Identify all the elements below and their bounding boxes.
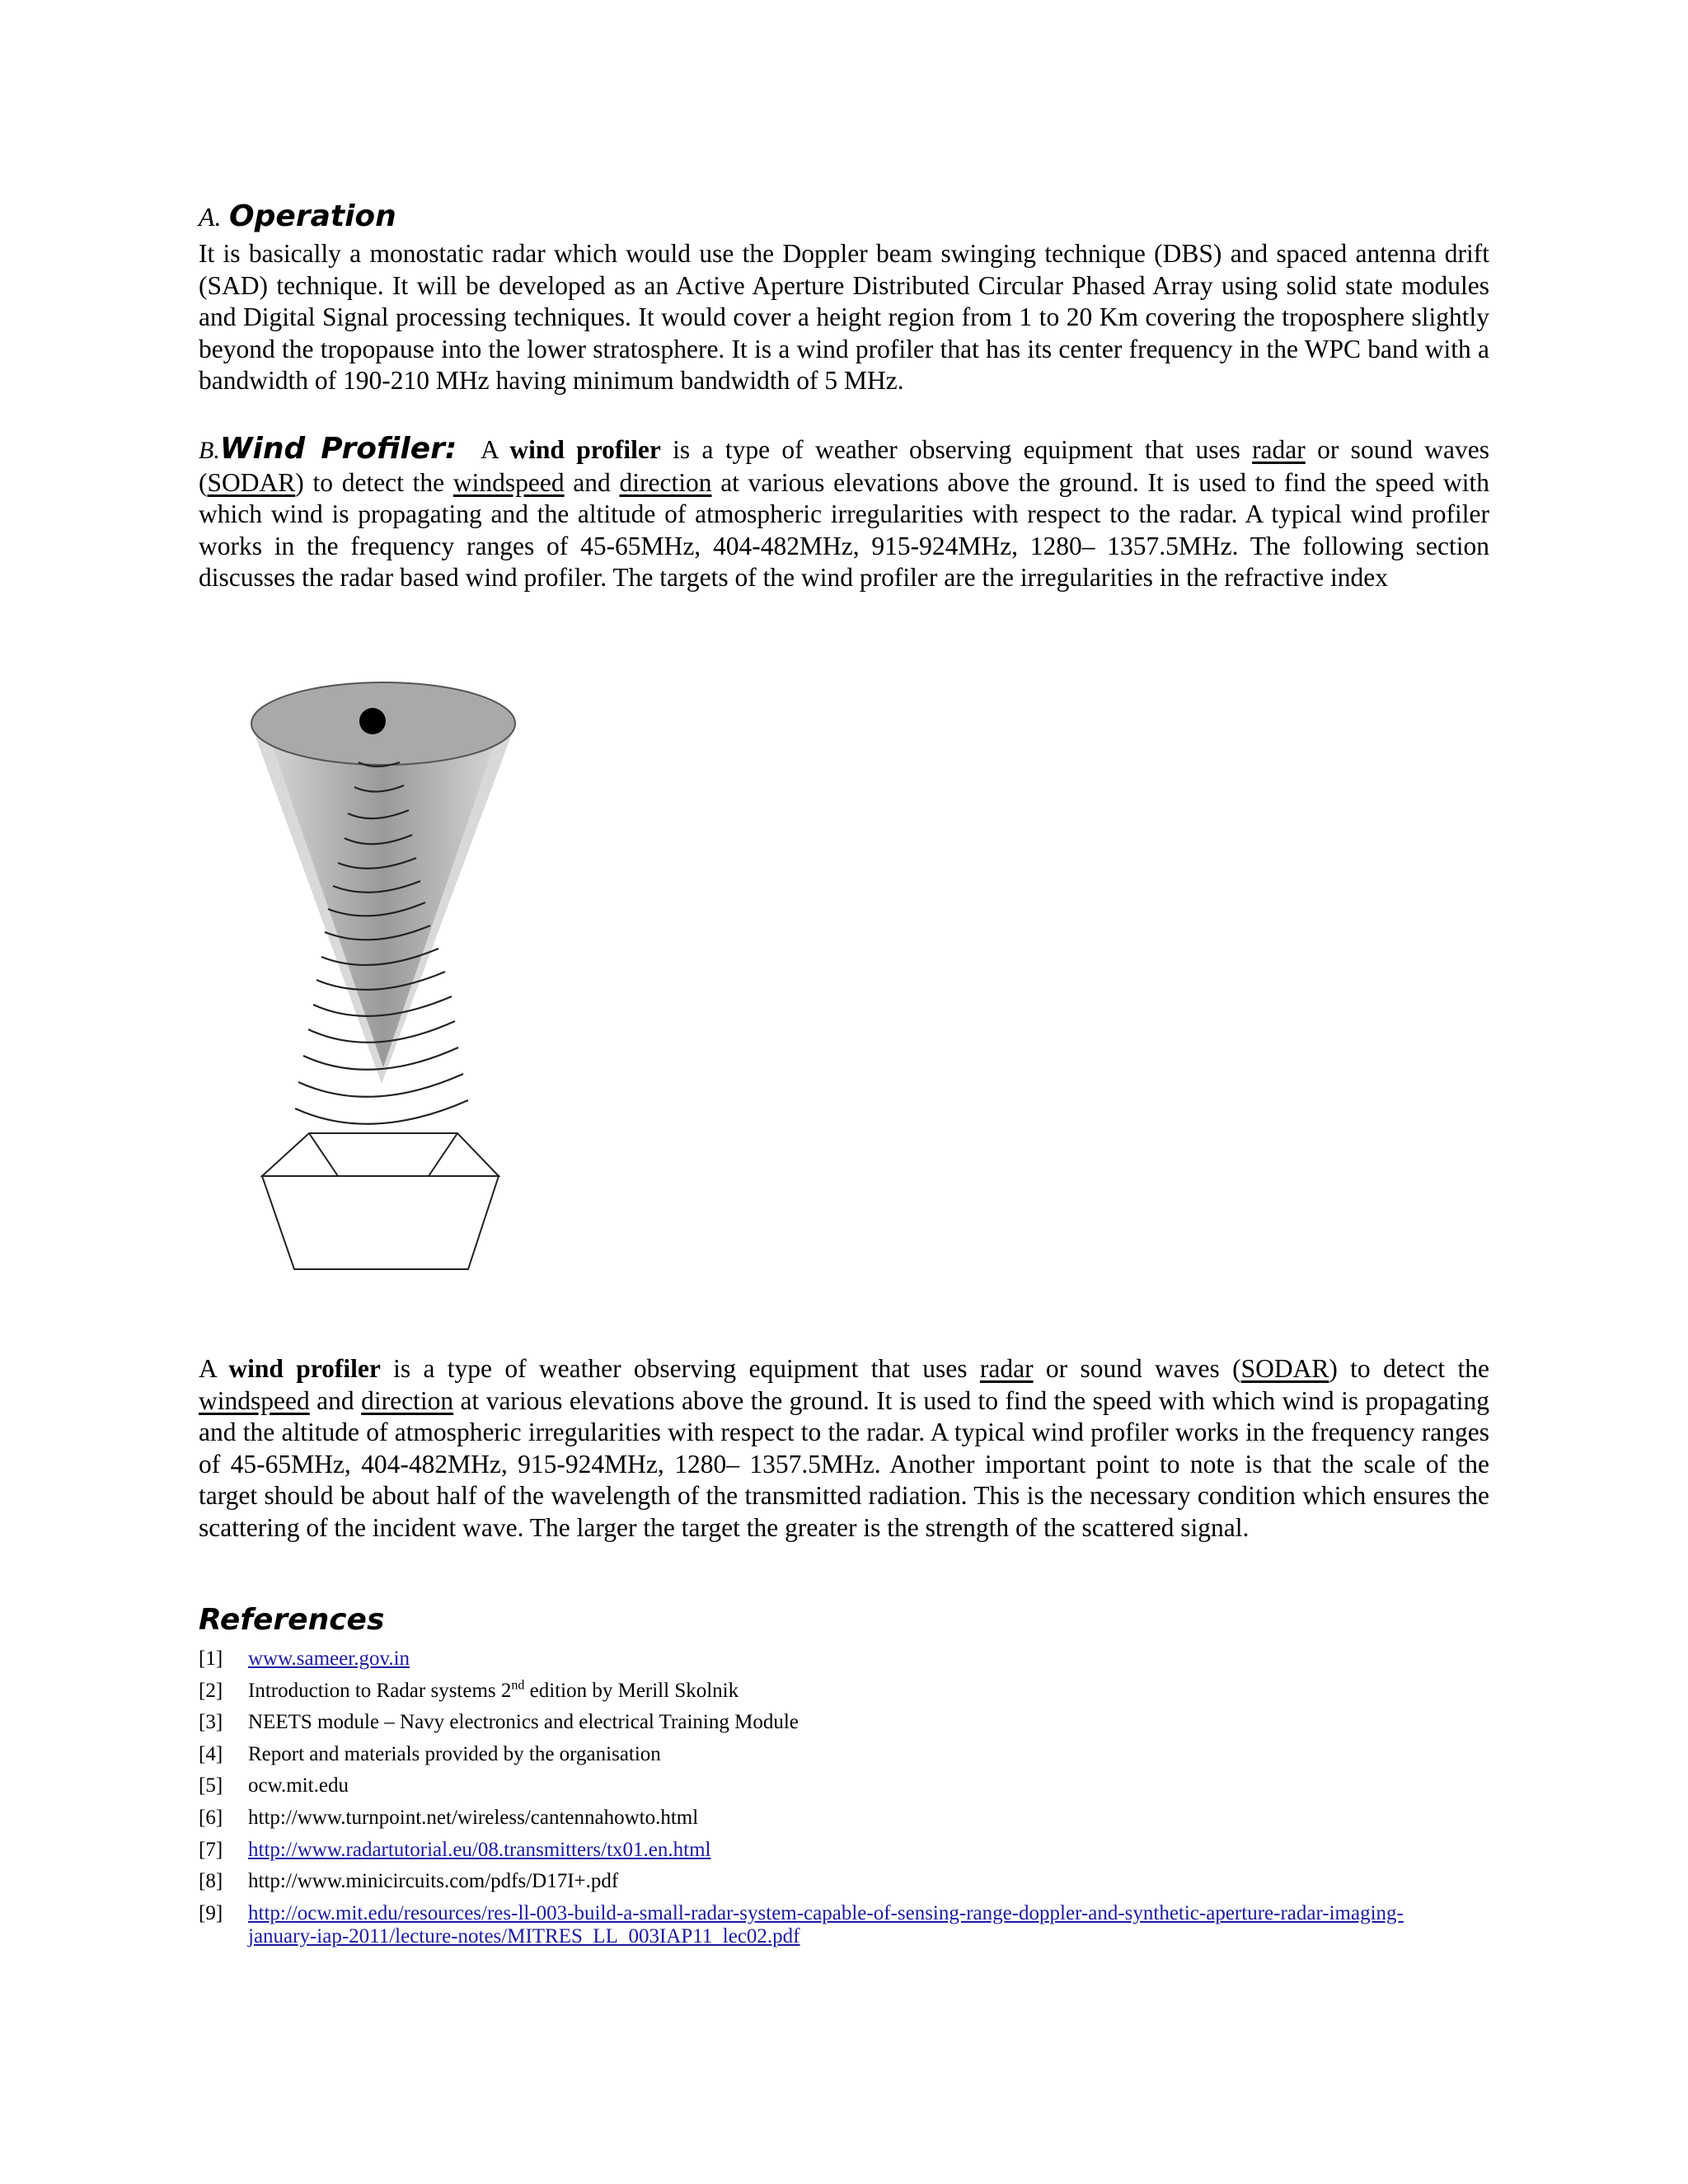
- text-run: or sound waves (: [199, 435, 1489, 497]
- link-radar[interactable]: radar: [979, 1354, 1034, 1383]
- reference-number: [9]: [199, 1901, 223, 1924]
- text-run: ) to detect the: [1329, 1354, 1489, 1383]
- link-sodar[interactable]: SODAR: [207, 467, 296, 497]
- section-a-paragraph: It is basically a monostatic radar which would use the Doppler beam swinging technique (DBS) and spaced antenna drift (SAD) technique. It will be developed as an Active Aperture Distributed Circular Phased Array using solid state modules and Digital Signal processing techniques. It would cover a height region from 1 to 20 Km covering the troposphere slightly beyond the tropopause into the lower stratosphere. It is a wind profiler that has its center frequency in the WPC band with a bandwidth of 190-210 MHz having minimum bandwidth of 5 MHz.: [199, 239, 1489, 396]
- link-direction[interactable]: direction: [619, 467, 712, 497]
- reference-number: [2]: [199, 1679, 223, 1702]
- section-b-heading: [199, 432, 457, 466]
- text-run: at various elevations above the ground. It is used to find the speed with which wind is propagating and the altitude of atmospheric irregularities with respect to the radar. A typical wind profiler works in the frequency ranges of 45-65MHz, 404-482MHz, 915-924MHz, 1280– 1357.5MHz. The following section discusses the radar based wind profiler. The targets of the wind profiler are the irregularities in the refractive index: [199, 467, 1490, 593]
- reference-text: http://www.turnpoint.net/wireless/cantennahowto.html: [248, 1806, 699, 1829]
- link-sodar[interactable]: SODAR: [1240, 1354, 1329, 1383]
- bold-term: wind profiler: [228, 1354, 381, 1383]
- reference-number: [4]: [199, 1742, 223, 1765]
- reference-link[interactable]: [248, 1898, 1489, 1948]
- section-b-paragraph: [199, 434, 1489, 594]
- reference-text: http://www.minicircuits.com/pdfs/D17I+.pdf: [248, 1870, 619, 1893]
- section-operation: [199, 196, 1489, 397]
- reference-link-line: http://ocw.mit.edu/resources/res-ll-003-build-a-small-radar-system-capable-of-sensing-range-doppler-and-synthetic-aperture-radar-imaging-: [248, 1901, 1404, 1924]
- references-title: References: [199, 1603, 385, 1637]
- section-a-title: Operation: [229, 199, 396, 233]
- link-windspeed[interactable]: windspeed: [199, 1385, 310, 1415]
- reference-number: [5]: [199, 1774, 223, 1797]
- reference-item: [199, 1802, 1489, 1835]
- text-run: A: [480, 435, 510, 464]
- text-run: is a type of weather observing equipment that uses: [660, 435, 1253, 464]
- reference-item: [199, 1835, 1489, 1867]
- text-run: ) to detect the: [295, 467, 453, 497]
- reference-link[interactable]: http://www.radartutorial.eu/08.transmitters/tx01.en.html: [248, 1838, 711, 1861]
- link-windspeed[interactable]: windspeed: [452, 467, 565, 497]
- reference-text: Report and materials provided by the organisation: [248, 1742, 661, 1765]
- reference-link-line: january-iap-2011/lecture-notes/MITRES_LL_003IAP11_lec02.pdf: [248, 1924, 800, 1947]
- reference-number: [8]: [199, 1870, 223, 1893]
- references-list: [199, 1643, 1489, 1948]
- text-run: is a type of weather observing equipment that uses: [380, 1354, 980, 1383]
- reference-item: [199, 1643, 1489, 1675]
- references-section: [199, 1603, 1489, 1948]
- reference-number: [7]: [199, 1838, 223, 1861]
- reference-number: [6]: [199, 1806, 223, 1829]
- section-a-heading: [199, 196, 1489, 237]
- reference-item: [199, 1898, 1489, 1948]
- reference-text: edition by Merill Skolnik: [524, 1679, 739, 1702]
- text-run: at various elevations above the ground. It is used to find the speed with which wind is propagating and the altitude of atmospheric irregularities with respect to the radar. A typical wind profiler works in the frequency ranges of 45-65MHz, 404-482MHz, 915-924MHz, 1280– 1357.5MHz. Another important point to note is that the scale of the target should be about half of the wavelength of the transmitted radiation. This is the necessary condition which ensures the scattering of the incident wave. The larger the target the greater is the strength of the scattered signal.: [199, 1385, 1489, 1542]
- section-a-letter: A.: [199, 202, 222, 232]
- reference-item: [199, 1739, 1489, 1771]
- reference-superscript: nd: [511, 1678, 525, 1693]
- reference-text: NEETS module – Navy electronics and electrical Training Module: [248, 1711, 799, 1734]
- reference-text: ocw.mit.edu: [248, 1774, 349, 1797]
- closing-paragraph: [199, 1353, 1489, 1544]
- bold-term: wind profiler: [509, 435, 661, 464]
- section-closing: [199, 1353, 1489, 1544]
- reference-item: [199, 1675, 1489, 1708]
- reference-number: [3]: [199, 1711, 223, 1734]
- text-run: and: [309, 1385, 362, 1415]
- target-dot: [359, 708, 386, 734]
- reference-item: [199, 1707, 1489, 1739]
- section-b-title: Wind Profiler:: [219, 432, 457, 466]
- reference-item: [199, 1770, 1489, 1802]
- link-radar[interactable]: radar: [1252, 435, 1306, 464]
- section-wind-profiler: [199, 434, 1489, 594]
- section-b-letter: B.: [199, 437, 220, 464]
- wind-profiler-figure: [247, 680, 528, 1290]
- link-direction[interactable]: direction: [361, 1385, 454, 1415]
- reference-text: Introduction to Radar systems 2: [248, 1679, 512, 1702]
- text-run: or sound waves (: [1033, 1354, 1241, 1383]
- antenna-array: [262, 1133, 499, 1269]
- text-run: and: [564, 467, 620, 497]
- reference-link[interactable]: www.sameer.gov.in: [248, 1647, 410, 1670]
- reference-number: [1]: [199, 1647, 223, 1670]
- reference-item: [199, 1866, 1489, 1898]
- text-run: A: [199, 1354, 229, 1383]
